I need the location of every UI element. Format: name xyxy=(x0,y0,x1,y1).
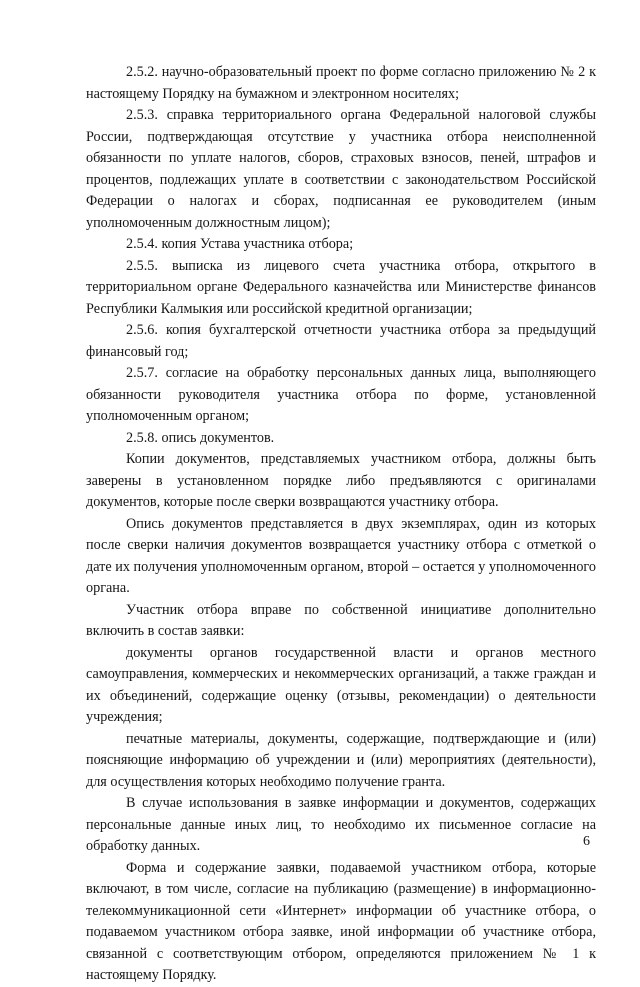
paragraph-copies: Копии документов, представляемых участником отбора, должны быть заверены в установленном порядке либо предъявляются с оригиналами документов, которые после сверки возвращаются участнику отбора. xyxy=(86,451,596,510)
paragraph-2-5-3: 2.5.3. справка территориального органа Федеральной налоговой службы России, подтверждающая отсутствие у участника отбора неисполненной обязанности по уплате налогов, сборов, страховых взносов, пеней, штрафов и процентов, подлежащих уплате в соответствии с законодательством Российской Федерации о налогах и сборах, подписанная ее руководителем (иным уполномоченным должностным лицом); xyxy=(86,107,596,231)
paragraph-optional-materials: печатные материалы, документы, содержащие, подтверждающие и (или) поясняющие информацию об учреждении и (или) мероприятиях (деятельности), для осуществления которых необходимо получение гранта. xyxy=(86,730,596,790)
paragraph-2-5-6: 2.5.6. копия бухгалтерской отчетности участника отбора за предыдущий финансовый год; xyxy=(86,322,596,360)
paragraph-inventory: Опись документов представляется в двух экземплярах, один из которых после сверки наличия документов возвращается участнику отбора с отметкой о дате их получения уполномоченным органом, второй – остается у уполномоченного органа. xyxy=(86,515,596,596)
paragraph-optional-documents: документы органов государственной власти и органов местного самоуправления, коммерческих и некоммерческих организаций, а также граждан и их объединений, содержащие оценку (отзывы, рекомендации) о деятельности учреждения; xyxy=(86,644,596,725)
paragraph-2-5-4: 2.5.4. копия Устава участника отбора; xyxy=(126,236,354,252)
paragraph-2-5-7: 2.5.7. согласие на обработку персональных данных лица, выполняющего обязанности руководителя участника отбора по форме, установленной уполномоченным органом; xyxy=(86,365,596,424)
page-number: 6 xyxy=(583,834,590,849)
paragraph-application-form: Форма и содержание заявки, подаваемой участником отбора, которые включают, в том числе, согласие на публикацию (размещение) в информационно-телекоммуникационной сети «Интернет» информации об участнике отбора, о подаваемом участником отбора заявке, иной информации об участнике отбора, связанной с соответствующим отбором, определяются приложением № 1 к настоящему Порядку. xyxy=(86,859,596,983)
paragraph-optional-intro: Участник отбора вправе по собственной инициативе дополнительно включить в состав заявки: xyxy=(86,601,596,639)
paragraph-2-5-2: 2.5.2. научно-образовательный проект по форме согласно приложению № 2 к настоящему Порядку на бумажном и электронном носителях; xyxy=(86,64,596,102)
paragraph-personal-data: В случае использования в заявке информации и документов, содержащих персональные данные иных лиц, то необходимо их письменное согласие на обработку данных. xyxy=(86,795,596,854)
paragraph-2-5-8: 2.5.8. опись документов. xyxy=(126,429,275,446)
document-body xyxy=(86,62,596,987)
paragraph-2-5-5: 2.5.5. выписка из лицевого счета участника отбора, открытого в территориальном органе Федерального казначейства или Министерстве финансов Республики Калмыкия или российской кредитной организации; xyxy=(86,257,596,317)
